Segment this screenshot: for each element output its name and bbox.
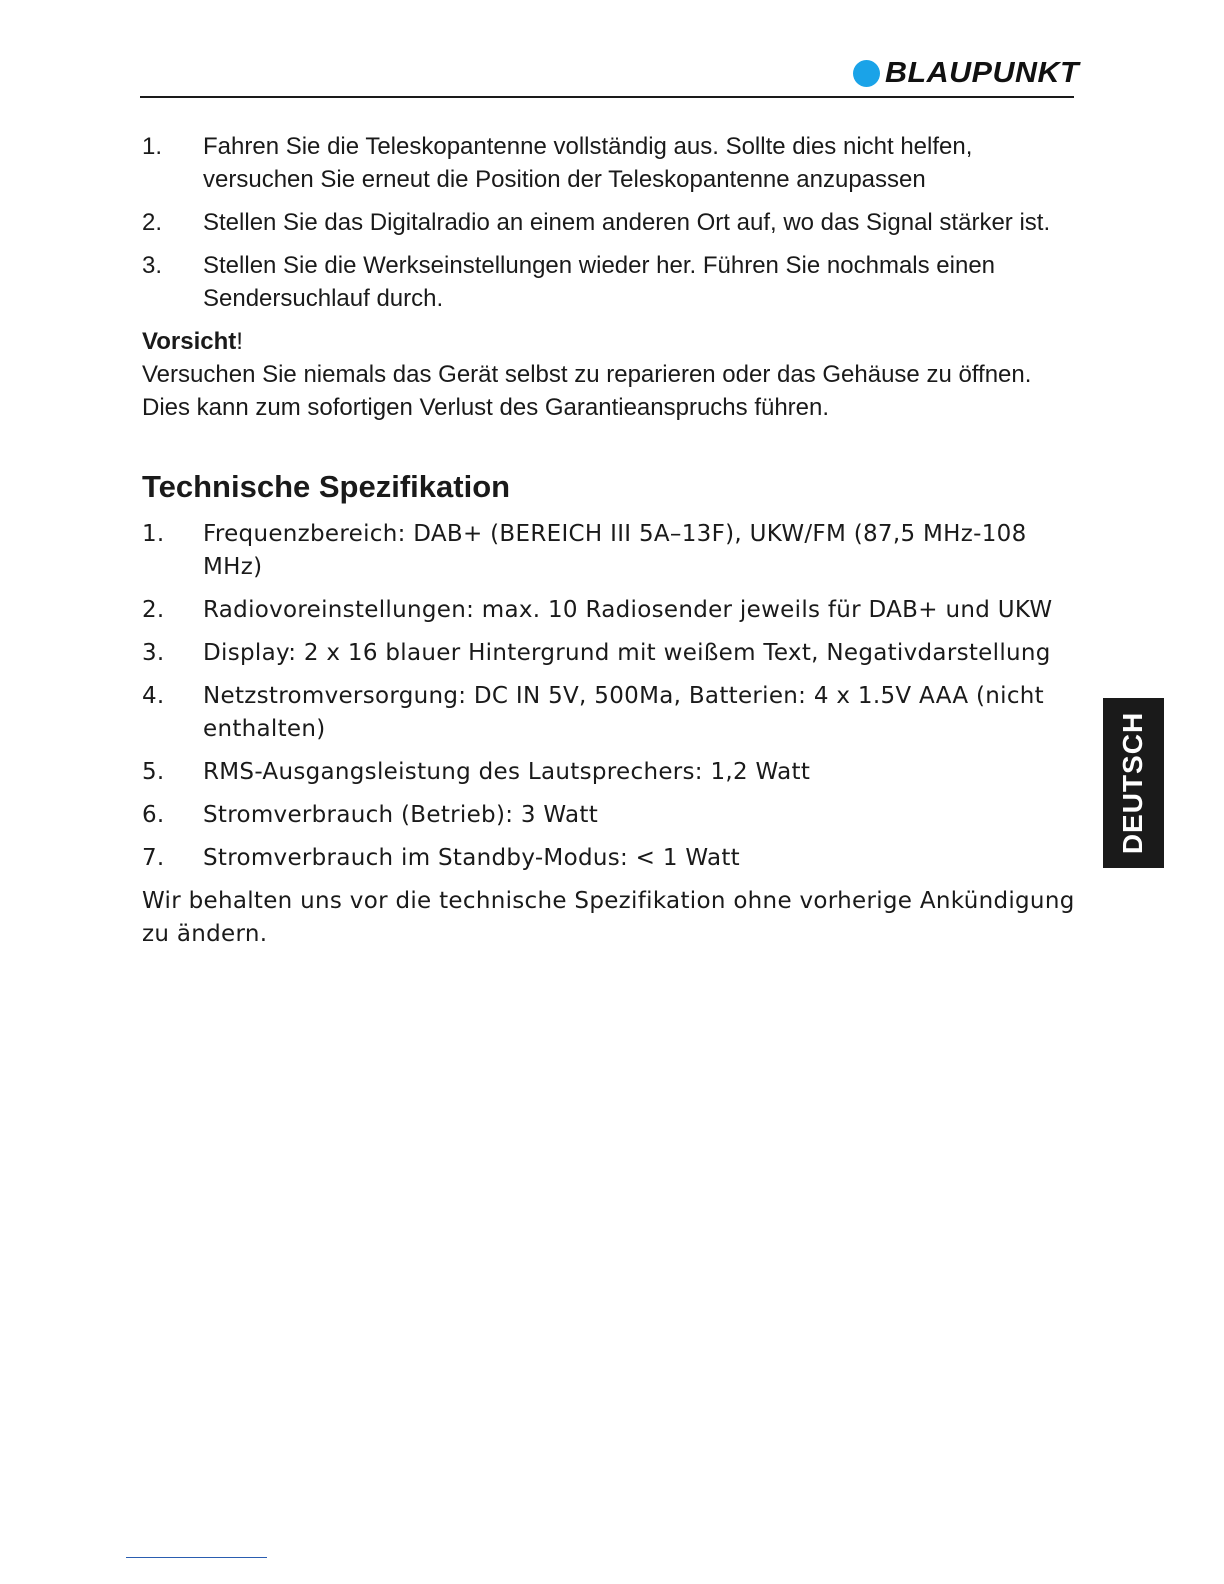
list-item-number: 2.: [142, 209, 163, 236]
brand-name: BLAUPUNKT: [885, 57, 1080, 89]
list-item-number: 1.: [142, 133, 163, 160]
warning-title: [142, 325, 1082, 358]
list-item-text: Stellen Sie das Digitalradio an einem anderen Ort auf, wo das Signal stärker ist.: [203, 209, 1051, 236]
footer-divider: [126, 1557, 267, 1558]
list-item: [142, 594, 1082, 627]
list-item-text: Radiovoreinstellungen: max. 10 Radiosender jeweils für DAB+ und UKW: [203, 597, 1053, 623]
list-item-number: 1.: [142, 521, 165, 547]
list-item: [142, 756, 1082, 789]
list-item-number: 4.: [142, 683, 165, 709]
language-tab: [1103, 698, 1164, 868]
list-item-number: 3.: [142, 640, 165, 666]
list-item-text: Fahren Sie die Teleskopantenne vollständig aus. Sollte dies nicht helfen, versuchen Sie erneut die Position der Teleskopantenne anzupassen: [203, 133, 973, 193]
page-header: [140, 52, 1080, 98]
language-tab-label: DEUTSCH: [1117, 711, 1149, 855]
list-item-number: 7.: [142, 845, 165, 871]
brand-dot-icon: [853, 60, 880, 87]
list-item: [142, 637, 1082, 670]
list-item-text: Frequenzbereich: DAB+ (BEREICH III 5A–13F), UKW/FM (87,5 MHz-108 MHz): [203, 521, 1027, 580]
list-item: [142, 680, 1082, 746]
list-item: [142, 206, 1082, 239]
specs-note: Wir behalten uns vor die technische Spezifikation ohne vorherige Ankündigung zu ändern.: [142, 888, 1075, 947]
list-item-text: Netzstromversorgung: DC IN 5V, 500Ma, Batterien: 4 x 1.5V AAA (nicht enthalten): [203, 683, 1044, 742]
warning-title-text: Vorsicht: [142, 328, 237, 355]
section-title: Technische Spezifikation: [142, 469, 511, 504]
list-item: [142, 130, 1082, 196]
list-item-text: Display: 2 x 16 blauer Hintergrund mit weißem Text, Negativdarstellung: [203, 640, 1051, 666]
list-item-text: Stromverbrauch (Betrieb): 3 Watt: [203, 802, 599, 828]
main-content: [142, 130, 1082, 951]
brand-logo: [853, 57, 1080, 90]
list-item-number: 2.: [142, 597, 165, 623]
warning-title-suffix: !: [236, 328, 243, 355]
list-item-number: 3.: [142, 252, 163, 279]
list-item-text: Stellen Sie die Werkseinstellungen wieder her. Führen Sie nochmals einen Sendersuchlauf durch.: [203, 252, 996, 312]
list-item: [142, 249, 1082, 315]
list-item: [142, 799, 1082, 832]
specs-list: [142, 518, 1082, 875]
list-item-text: Stromverbrauch im Standby-Modus: < 1 Watt: [203, 845, 740, 871]
list-item-number: 6.: [142, 802, 165, 828]
list-item: [142, 518, 1082, 584]
warning-text: Versuchen Sie niemals das Gerät selbst zu reparieren oder das Gehäuse zu öffnen. Dies kann zum sofortigen Verlust des Garantieanspruchs führen.: [142, 361, 1032, 421]
list-item: [142, 842, 1082, 875]
troubleshooting-list: [142, 130, 1082, 315]
list-item-number: 5.: [142, 759, 165, 785]
list-item-text: RMS-Ausgangsleistung des Lautsprechers: 1,2 Watt: [203, 759, 811, 785]
